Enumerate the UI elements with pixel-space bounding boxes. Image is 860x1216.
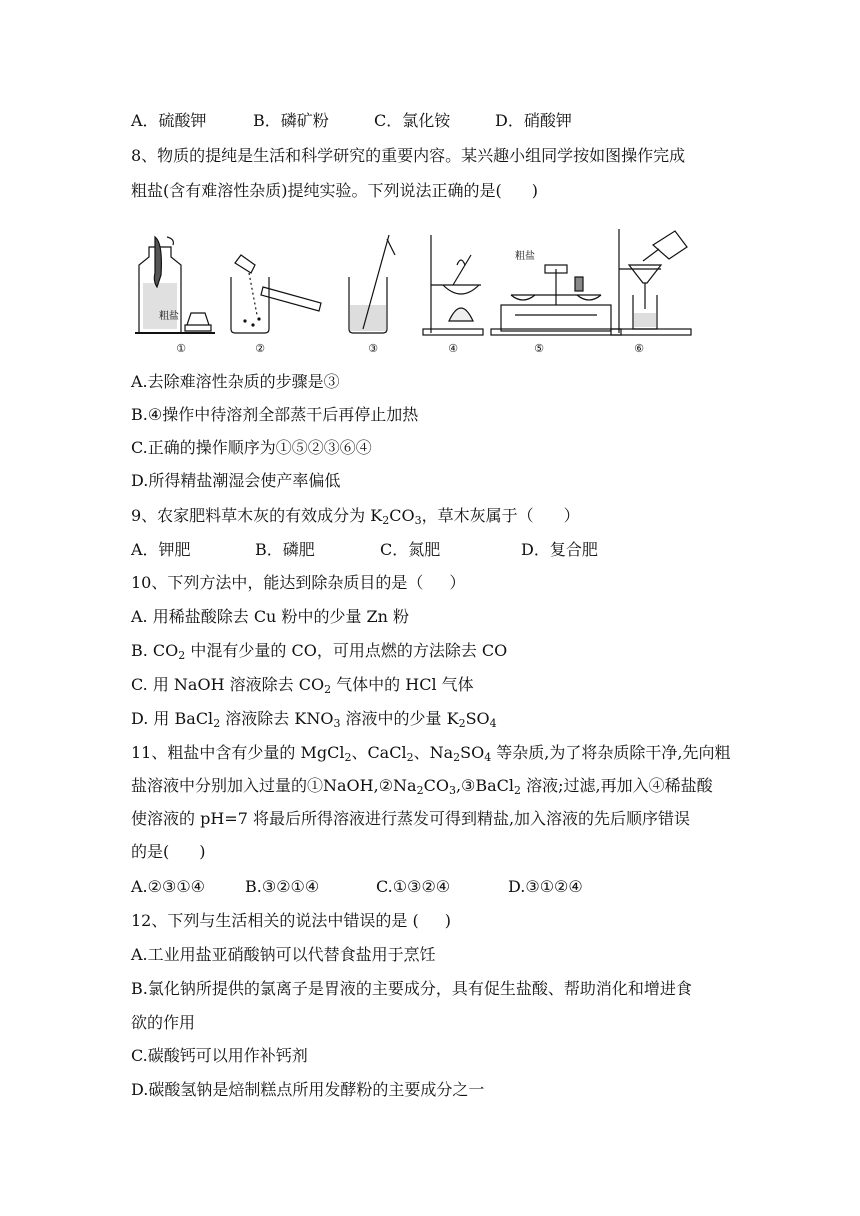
bottle-label: 粗盐 [159, 311, 179, 322]
q8-option-b: B.④操作中待溶剂全部蒸干后再停止加热 [131, 405, 419, 424]
q12-option-a: A.工业用盐亚硝酸钠可以代替食盐用于烹饪 [131, 945, 436, 964]
subscript: 2 [453, 751, 461, 764]
subscript: 4 [484, 751, 492, 764]
balance-icon [491, 265, 621, 335]
q9-option-c: C．氮肥 [380, 540, 441, 559]
q10-stem-close: ） [449, 573, 466, 592]
q7-option-d: D．硝酸钾 [495, 111, 572, 130]
text: 盐溶液中分别加入过量的①NaOH,②Na [131, 776, 417, 795]
q11-stem-line1 [131, 742, 730, 764]
subscript: 3 [448, 784, 456, 797]
text: SO [465, 709, 490, 728]
q8-option-d: D.所得精盐潮湿会使产率偏低 [131, 471, 341, 490]
subscript: 2 [406, 751, 414, 764]
pouring-beaker-icon [231, 255, 321, 333]
subscript: 2 [324, 683, 332, 696]
text: 中混有少量的 CO，可用点燃的方法除去 CO [185, 641, 508, 660]
text: 、CaCl [351, 743, 407, 762]
q11-option-c: C.①③②④ [376, 877, 451, 896]
q11-stem-line2 [131, 775, 713, 797]
subscript: 3 [414, 514, 422, 527]
text: C. 用 NaOH 溶液除去 CO [131, 675, 325, 694]
q12-stem-close: ) [444, 911, 451, 930]
step-label: ⑤ [534, 342, 544, 355]
subscript: 2 [344, 751, 352, 764]
q9-option-b: B．磷肥 [255, 540, 315, 559]
q9-stem-close: ） [563, 506, 580, 525]
q9-stem [131, 505, 580, 527]
q8-option-c: C.正确的操作顺序为①⑤②③⑥④ [131, 438, 372, 457]
text: 的是( [131, 842, 170, 861]
subscript: 2 [382, 514, 390, 527]
q11-option-b: B.③②①④ [245, 877, 320, 896]
step-label: ⑥ [634, 342, 644, 355]
q8-option-a: A.去除难溶性杂质的步骤是③ [131, 372, 340, 391]
text: ,③BaCl [455, 776, 515, 795]
q8-stem-text: 粗盐(含有难溶性杂质)提纯实验。下列说法正确的是( [131, 181, 502, 200]
subscript: 2 [514, 784, 522, 797]
q10-option-a: A. 用稀盐酸除去 Cu 粉中的少量 Zn 粉 [131, 607, 410, 626]
q8-stem-line2 [131, 180, 538, 202]
subscript: 4 [489, 717, 497, 730]
q11-stem-line3: 使溶液的 pH=7 将最后所得溶液进行蒸发可得到精盐,加入溶液的先后顺序错误 [131, 809, 691, 828]
q11-option-d: D.③①②④ [508, 877, 583, 896]
text: CO [423, 776, 449, 795]
step-label: ④ [448, 342, 458, 355]
q7-option-a: A．硫酸钾 [131, 111, 207, 130]
balance-label: 粗盐 [515, 251, 535, 262]
text: D. 用 BaCl [131, 709, 214, 728]
text: 11、粗盐中含有少量的 MgCl [131, 743, 345, 762]
q11-stem-line4 [131, 841, 206, 863]
subscript: 2 [178, 649, 186, 662]
text: 等杂质,为了将杂质除干净,先向粗 [491, 743, 731, 762]
q7-option-c: C．氯化铵 [374, 111, 451, 130]
filtration-stand-icon [611, 229, 691, 335]
q12-option-b-line2: 欲的作用 [131, 1013, 196, 1032]
q8-stem-close: ) [531, 181, 538, 200]
text: 溶液除去 KNO [220, 709, 334, 728]
text: SO [460, 743, 485, 762]
text: B. CO [131, 641, 179, 660]
q12-stem [131, 910, 451, 932]
subscript: 2 [458, 717, 466, 730]
q12-stem-text: 12、下列与生活相关的说法中错误的是 ( [131, 911, 419, 930]
text: ) [199, 842, 206, 861]
subscript: 2 [416, 784, 424, 797]
q7-option-b: B．磷矿粉 [253, 111, 329, 130]
text: 气体中的 HCl 气体 [331, 675, 474, 694]
text: 溶液;过滤,再加入④稀盐酸 [521, 776, 713, 795]
stopper-icon [185, 313, 211, 331]
step-label: ③ [368, 342, 378, 355]
text: 溶液中的少量 K [340, 709, 459, 728]
q12-option-c: C.碳酸钙可以用作补钙剂 [131, 1046, 308, 1065]
stirring-beaker-icon [349, 235, 395, 333]
step-label: ① [176, 342, 186, 355]
evaporation-stand-icon [423, 235, 483, 335]
subscript: 2 [213, 717, 221, 730]
q9-stem-text: ，草木灰属于（ [421, 506, 534, 525]
q9-stem-text: CO [389, 506, 415, 525]
q9-option-d: D．复合肥 [521, 540, 598, 559]
q9-option-a: A．钾肥 [131, 540, 191, 559]
experiment-figure [131, 225, 696, 357]
q10-option-c [131, 674, 474, 696]
q9-stem-text: 9、农家肥料草木灰的有效成分为 K [131, 506, 383, 525]
q10-option-d [131, 708, 497, 730]
q11-option-a: A.②③①④ [131, 877, 206, 896]
q10-stem-text: 10、下列方法中，能达到除杂质目的是（ [131, 573, 424, 592]
q10-stem [131, 572, 465, 594]
text: 、Na [413, 743, 454, 762]
subscript: 3 [333, 717, 341, 730]
q12-option-d: D.碳酸氢钠是焙制糕点所用发酵粉的主要成分之一 [131, 1080, 485, 1099]
q12-option-b-line1: B.氯化钠所提供的氯离子是胃液的主要成分，具有促生盐酸、帮助消化和增进食 [131, 979, 692, 998]
q8-stem-line1: 8、物质的提纯是生活和科学研究的重要内容。某兴趣小组同学按如图操作完成 [131, 146, 686, 165]
q10-option-b [131, 640, 507, 662]
step-label: ② [255, 342, 265, 355]
